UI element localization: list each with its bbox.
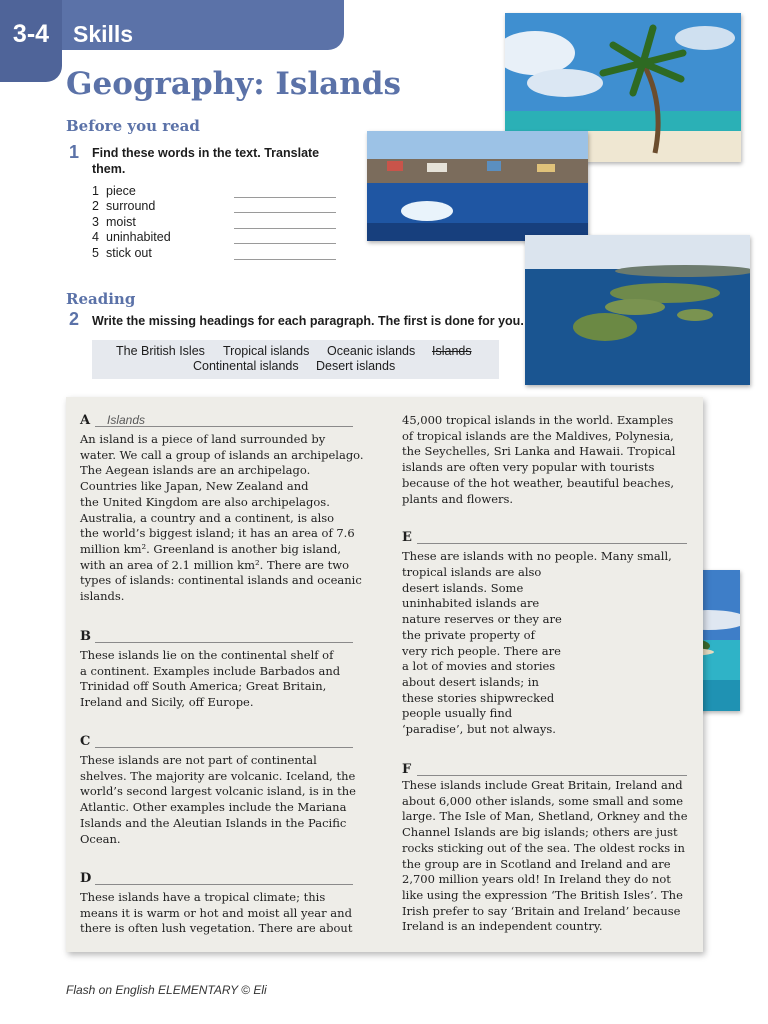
word-item: 2 surround	[92, 198, 336, 214]
heading-option: Desert islands	[316, 359, 396, 373]
paragraph-b: These islands lie on the continental shelf of a continent. Examples include Barbados and Trinidad off South America; Great Britain, Ireland and Sicily, off Europe.	[80, 648, 341, 710]
exercise-2-instruction: Write the missing headings for each paragraph. The first is done for you.	[92, 314, 524, 328]
heading-option-used: Islands	[432, 344, 472, 358]
heading-option: Oceanic islands	[327, 344, 416, 358]
iceberg-harbour-photo	[367, 131, 588, 241]
paragraph-e-first-line: These are islands with no people. Many small,	[402, 549, 672, 563]
paragraph-d: These islands have a tropical climate; this means it is warm or hot and moist all year and there is often lush vegetation. There are about	[80, 890, 353, 936]
paragraph-c: These islands are not part of continental shelves. The majority are volcanic. Iceland, the world’s second largest volcanic island, is in the Atlantic. Other examples include the Mariana Islands and the Aleutian Islands in the Pacific Ocean.	[80, 753, 356, 846]
paragraph-d-continued: 45,000 tropical islands in the world. Examples of tropical islands are the Maldives, Polynesia, the Seychelles, Sri Lanka and Hawaii. Tropical islands are often very popular with tourists because of the hot weather, beautiful beaches, plants and flowers.	[402, 413, 676, 506]
unit-number: 3-4	[0, 0, 62, 82]
paragraph-letter-b: B	[80, 629, 91, 644]
paragraph-letter-f: F	[402, 762, 412, 777]
paragraph-e: tropical islands are also desert islands. Some uninhabited islands are nature reserves or they are the private property of very rich people. There are a lot of movies and stories about desert islands; in these stories shipwrecked people usually find ‘paradise’, but not always.	[402, 565, 562, 737]
heading-blank-e[interactable]	[417, 543, 687, 544]
heading-blank-f[interactable]	[417, 775, 687, 776]
translation-blank[interactable]	[234, 248, 336, 260]
paragraph-letter-c: C	[80, 734, 91, 749]
paragraph-letter-a: A	[80, 413, 91, 428]
paragraph-f: These islands include Great Britain, Ireland and about 6,000 other islands, some small and some large. The Isle of Man, Shetland, Orkney and the Channel Islands are big islands; others are just rocks sticking out of the sea. The oldest rocks in the group are in Scotland and Ireland and are 2,700 million years old! In Ireland they do not like using the expression ‘The British Isles’. The Irish prefer to say ‘Britain and Ireland’ because Ireland is an independent country.	[402, 778, 688, 934]
heading-blank-b[interactable]	[95, 642, 353, 643]
before-you-read-heading: Before you read	[66, 117, 200, 135]
reading-heading: Reading	[66, 290, 136, 308]
headings-box	[92, 340, 499, 379]
exercise-1-number: 1	[69, 142, 80, 162]
translation-blank[interactable]	[234, 232, 336, 244]
word-item: 1 piece	[92, 182, 336, 198]
translation-blank[interactable]	[234, 217, 336, 229]
heading-option: Tropical islands	[223, 344, 310, 358]
heading-blank-d[interactable]	[95, 884, 353, 885]
word-item: 5 stick out	[92, 244, 336, 260]
page-title: Geography: Islands	[66, 66, 401, 102]
word-item: 3 moist	[92, 213, 336, 229]
unit-label: Skills	[73, 21, 134, 47]
heading-blank-c[interactable]	[95, 747, 353, 748]
paragraph-letter-e: E	[402, 530, 412, 545]
footer-credit: Flash on English ELEMENTARY © Eli	[66, 983, 267, 997]
word-list	[92, 182, 336, 260]
translation-blank[interactable]	[234, 201, 336, 213]
heading-option: The British Isles	[116, 344, 205, 358]
paragraph-letter-d: D	[80, 871, 92, 886]
heading-option: Continental islands	[193, 359, 299, 373]
word-item: 4 uninhabited	[92, 229, 336, 245]
paragraph-a: An island is a piece of land surrounded by water. We call a group of islands an archipelago. The Aegean islands are an archipelago. Countries like Japan, New Zealand and the United Kingdom are also archipelagos. Australia, a country and a continent, is also the world’s biggest island; it has an area of 7.6 million km². Greenland is another big island, with an area of 2.1 million km². There are two types of islands: continental islands and oceanic islands.	[80, 432, 364, 604]
exercise-1-instruction: Find these words in the text. Translate them.	[92, 146, 320, 176]
answer-a: Islands	[107, 413, 146, 427]
exercise-2-number: 2	[69, 309, 80, 329]
aerial-islands-photo	[525, 235, 750, 385]
translation-blank[interactable]	[234, 186, 336, 198]
